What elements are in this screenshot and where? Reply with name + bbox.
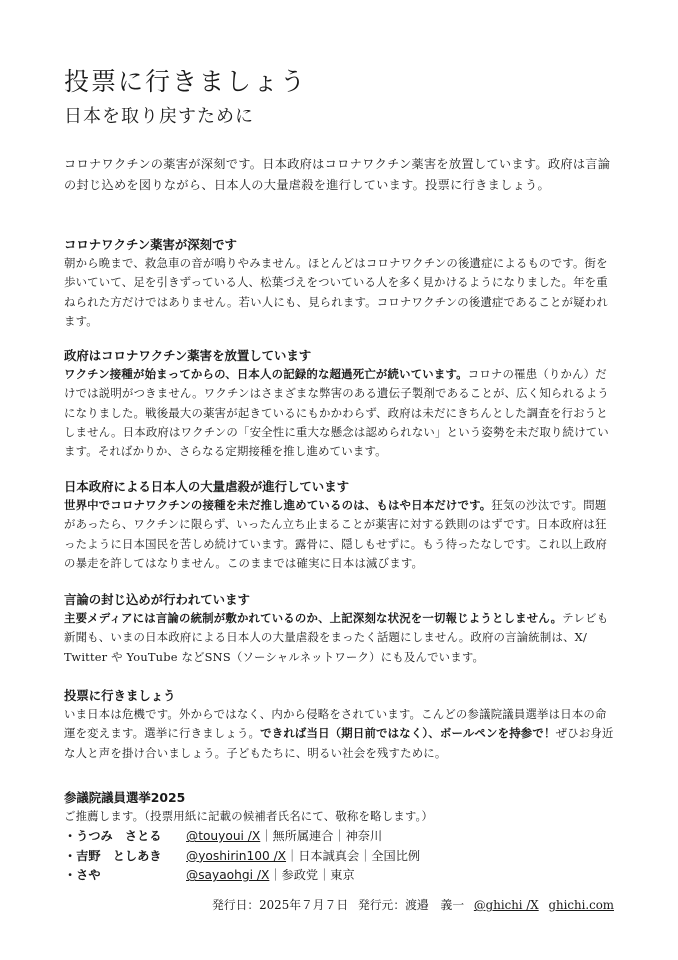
- candidate-handle-link[interactable]: @yoshirin100 /X: [186, 848, 287, 863]
- section-body: [64, 609, 616, 667]
- section-body-text: 狂気の沙汰です。問題があったら、ワクチンに限らず、いったん立ち止まることが薬害に対する鉄則のはずです。日本政府は狂ったように日本国民を苦しめ続けています。露骨に、隠しもせずに。もう待ったなしです。これ以上政府の暴走を許してはなりません。このままでは確実に日本は滅びます。: [64, 498, 607, 570]
- intro-paragraph: コロナワクチンの薬害が深刻です。日本政府はコロナワクチン薬害を放置しています。政府は言論の封じ込めを図りながら、日本人の大量虐殺を進行しています。投票に行きましょう。: [64, 157, 611, 192]
- section-body: [64, 496, 616, 573]
- vote-body-end: ぜひお身近な人と声を掛け合いましょう。子どもたちに、明るい社会を残すために。: [64, 726, 614, 760]
- section-go-vote: [64, 687, 616, 763]
- section-body: [64, 365, 616, 461]
- page-title: 投票に行きましょう: [64, 67, 308, 96]
- vote-body-bold: できれば当日（期日前ではなく）、ボールペンを持参で！: [260, 726, 556, 741]
- election-heading: 参議院議員選挙2025: [64, 790, 186, 805]
- candidate-handle-link[interactable]: @sayaohgi /X: [186, 868, 270, 883]
- section-heading: 投票に行きましょう: [64, 688, 176, 703]
- page-subtitle: 日本を取り戻すために: [64, 106, 254, 127]
- section-body: [64, 705, 616, 763]
- section-heading: 日本政府による日本人の大量虐殺が進行しています: [64, 479, 349, 494]
- section-heading: コロナワクチン薬害が深刻です: [64, 237, 237, 252]
- candidate-party: ｜参政党｜東京: [269, 868, 355, 883]
- candidate-party: ｜日本誠真会｜全国比例: [286, 848, 421, 863]
- candidate-row: [64, 847, 616, 867]
- section-vaccine-harm: [64, 236, 616, 331]
- section-speech-suppression: [64, 591, 616, 667]
- publisher-handle-link[interactable]: @ghichi /X: [473, 898, 539, 912]
- vote-body-start: いま日本は危機です。外からではなく、内から侵略をされています。こんどの参議院議員選挙は日本の命運を変えます。選挙に行きましょう。: [64, 707, 607, 741]
- election-note: ご推薦します。（投票用紙に記載の候補者氏名にて、敬称を略します。）: [64, 809, 434, 823]
- candidate-row: [64, 866, 616, 886]
- section-body: [64, 254, 616, 331]
- section-bold-lead: 主要メディアには言論の統制が敷かれているのか、上記深刻な状況を一切報じようとしません。: [64, 611, 563, 625]
- candidate-party: ｜無所属連合｜神奈川: [260, 829, 383, 844]
- candidate-handle-link[interactable]: @touyoui /X: [186, 829, 261, 844]
- website-link[interactable]: ghichi.com: [548, 898, 614, 912]
- candidate-name: ・さや: [64, 868, 101, 883]
- candidate-name: ・吉野 としあき: [64, 848, 162, 863]
- publisher: 発行元：渡邉 義一: [357, 898, 465, 912]
- section-heading: 政府はコロナワクチン薬害を放置しています: [64, 348, 312, 363]
- section-government-neglect: [64, 347, 616, 461]
- candidate-name: ・うつみ さとる: [64, 829, 162, 844]
- section-election: [64, 789, 616, 886]
- section-body-text: テレビも新聞も、いまの日本政府による日本人の大量虐殺をまったく話題にしません。政府の言論統制は、X/ Twitter や YouTube などSNS（ソーシャルネットワーク）にも及んでいます。: [64, 611, 609, 664]
- issue-date: 発行日：2025年７月７日: [211, 898, 349, 912]
- section-body-text: 朝から晩まで、救急車の音が鳴りやみません。ほとんどはコロナワクチンの後遺症によるものです。街を歩いていて、足を引きずっている人、松葉づえをついている人を多く見かけるようになりました。年を重ねられた方だけではありません。若い人にも、見られます。コロナワクチンの後遺症であることが疑われます。: [64, 256, 608, 328]
- section-mass-killing: [64, 478, 616, 573]
- footer: [206, 896, 614, 913]
- candidate-row: [64, 827, 616, 847]
- section-bold-lead: 世界中でコロナワクチンの接種を未だ推し進めているのは、もはや日本だけです。: [64, 498, 492, 512]
- section-heading: 言論の封じ込めが行われています: [64, 592, 250, 607]
- section-bold-lead: ワクチン接種が始まってからの、日本人の記録的な超過死亡が続いています。: [64, 367, 468, 381]
- section-body-text: コロナの罹患（りかん）だけでは説明がつきません。ワクチンはさまざまな弊害のある遺伝子製剤であることが、広く知られるようになりました。戦後最大の薬害が起きているにもかかわらず、政府は未だにきちんとした調査を行おうとしません。日本政府はワクチンの「安全性に重大な懸念は認められない」という姿勢を未だ取り続けています。そればかりか、さらなる定期接種を推し進めています。: [64, 367, 609, 459]
- candidate-list: [64, 827, 616, 886]
